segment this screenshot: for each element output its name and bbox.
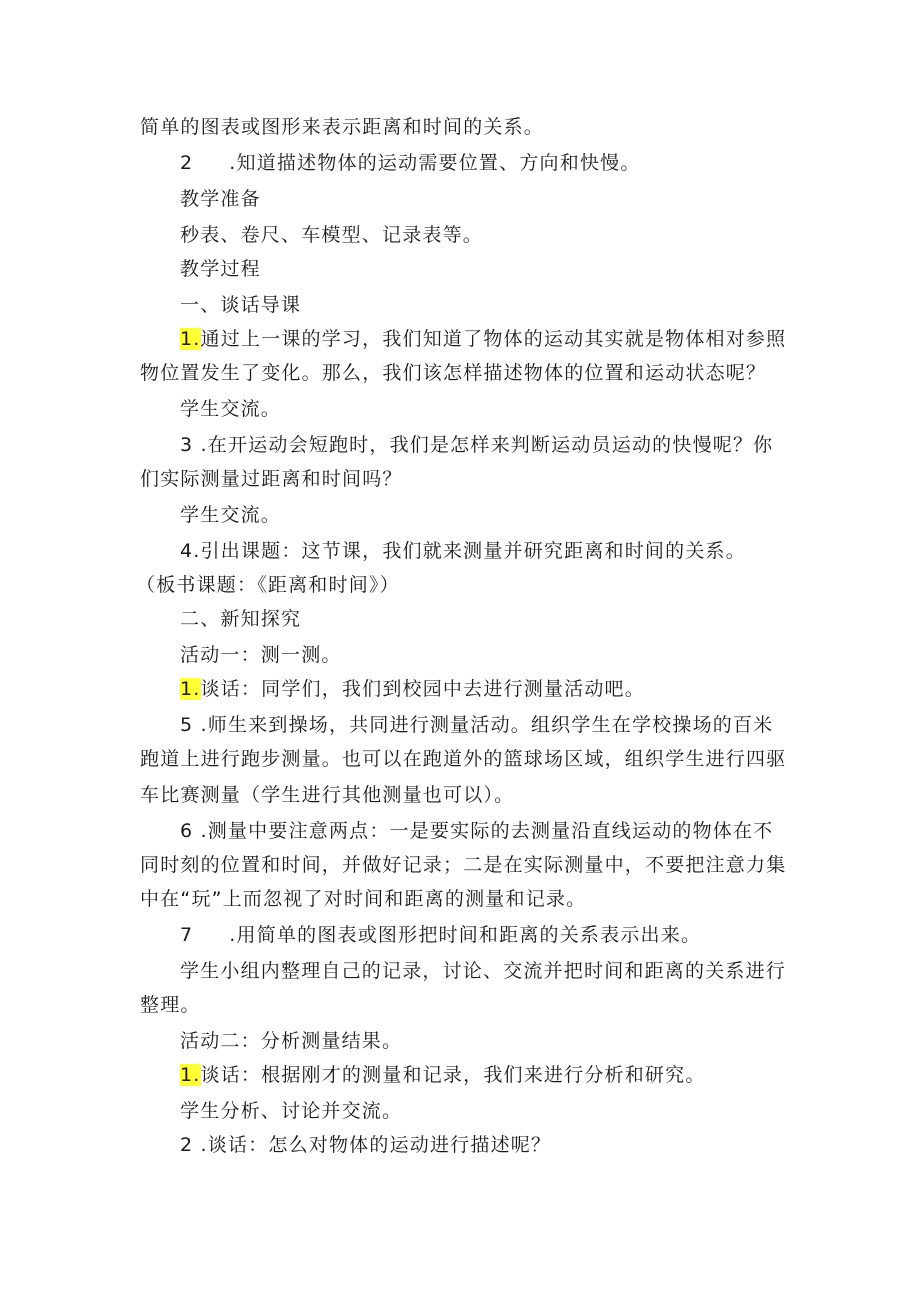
paragraph-line: 秒表、卷尺、车模型、记录表等。 (180, 224, 484, 246)
heading: 教学准备 (180, 188, 261, 210)
list-text: 谈话：根据刚才的测量和记录，我们来进行分析和研究。 (200, 1064, 706, 1086)
paragraph-line: （板书课题：《距离和时间》） (136, 574, 400, 596)
paragraph-line: 学生小组内整理自己的记录，讨论、交流并把时间和距离的关系进行 (180, 960, 787, 982)
paragraph-line: 6 .测量中要注意两点：一是要实际的去测量沿直线运动的物体在不 (180, 820, 774, 842)
list-text: .知道描述物体的运动需要位置、方向和快慢。 (229, 152, 641, 174)
paragraph-line: 学生分析、讨论并交流。 (180, 1100, 403, 1122)
list-text: .用简单的图表或图形把时间和距离的关系表示出来。 (229, 924, 702, 946)
paragraph-line: 3 .在开运动会短跑时，我们是怎样来判断运动员运动的快慢呢？你 (180, 434, 774, 456)
paragraph-line: 活动一：测一测。 (180, 644, 342, 666)
section-heading: 一、谈话导课 (180, 294, 302, 316)
paragraph-line: 学生交流。 (180, 504, 282, 526)
paragraph-line: 中在“玩”上而忽视了对时间和距离的测量和记录。 (140, 888, 587, 910)
paragraph-line: 4.引出课题：这节课，我们就来测量并研究距离和时间的关系。 (180, 540, 746, 562)
list-text: 谈话：同学们，我们到校园中去进行测量活动吧。 (200, 678, 645, 700)
paragraph-line: 们实际测量过距离和时间吗？ (140, 468, 403, 490)
paragraph-line: 活动二：分析测量结果。 (180, 1030, 403, 1052)
paragraph-line: 5 .师生来到操场，共同进行测量活动。组织学生在学校操场的百米 (180, 714, 774, 736)
paragraph-line (180, 1062, 706, 1088)
paragraph-line: 物位置发生了变化。那么，我们该怎样描述物体的位置和运动状态呢？ (140, 362, 767, 384)
paragraph-line: 跑道上进行跑步测量。也可以在跑道外的篮球场区域，组织学生进行四驱 (140, 748, 787, 770)
paragraph-line: 同时刻的位置和时间，并做好记录；二是在实际测量中，不要把注意力集 (140, 854, 787, 876)
paragraph-line (180, 676, 645, 702)
paragraph-line: 车比赛测量（学生进行其他测量也可以）。 (140, 784, 515, 806)
list-number: 2 (180, 152, 194, 174)
paragraph-line: 学生交流。 (180, 398, 282, 420)
paragraph-line: 简单的图表或图形来表示距离和时间的关系。 (140, 116, 545, 138)
list-number: 7 (180, 924, 194, 946)
paragraph-line (180, 922, 701, 948)
paragraph-line (180, 150, 641, 176)
highlighted-number: 1. (180, 678, 201, 700)
section-heading: 二、新知探究 (180, 608, 302, 630)
heading: 教学过程 (180, 258, 261, 280)
list-text: 通过上一课的学习，我们知道了物体的运动其实就是物体相对参照 (200, 328, 787, 350)
paragraph-line: 2 .谈话：怎么对物体的运动进行描述呢？ (180, 1134, 552, 1156)
paragraph-line (180, 326, 786, 352)
paragraph-line: 整理。 (140, 994, 201, 1016)
highlighted-number: 1. (180, 328, 201, 350)
highlighted-number: 1. (180, 1064, 201, 1086)
